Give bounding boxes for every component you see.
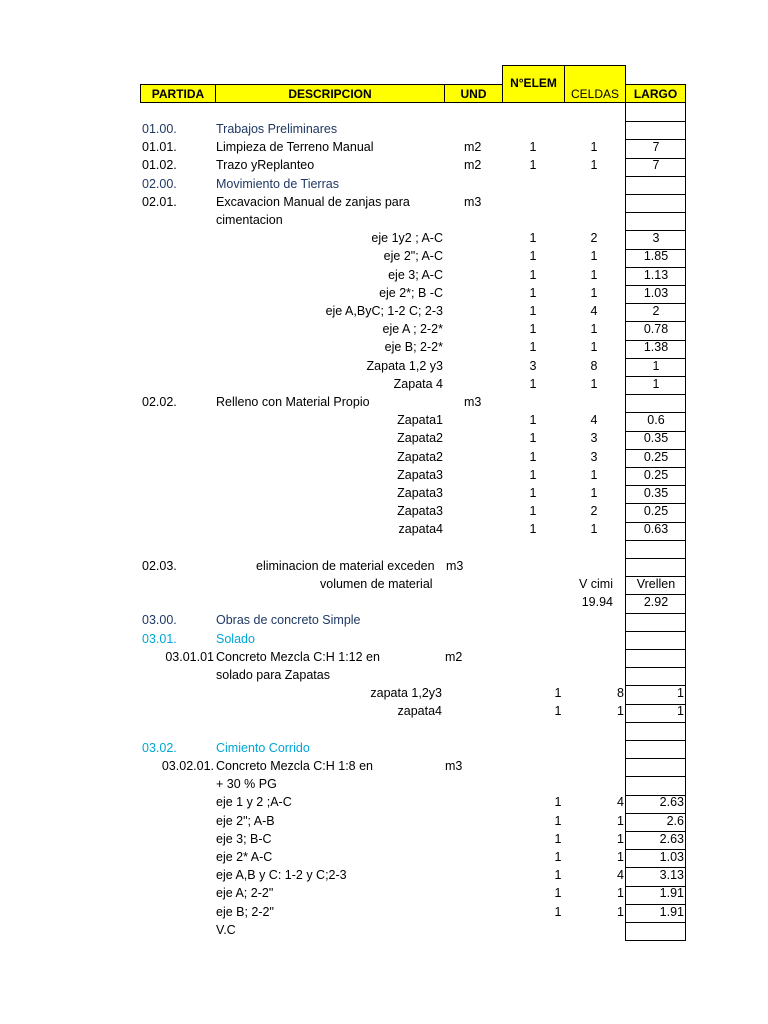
row-celdas: 4 xyxy=(590,304,598,318)
row-nelem: 3 xyxy=(529,358,537,373)
row-descripcion: eje A ; 2-2* xyxy=(382,322,443,337)
row-nelem: 1 xyxy=(529,522,537,537)
row-descripcion: Concreto Mezcla C:H 1:12 en xyxy=(216,649,380,664)
row-celdas: 2 xyxy=(590,231,598,246)
row-celdas: 1 xyxy=(617,850,624,864)
row-descripcion: eje A,ByC; 1-2 C; 2-3 xyxy=(325,304,443,318)
row-nelem: 1 xyxy=(529,504,537,519)
row-descripcion: eje A,B y C: 1-2 y C;2-3 xyxy=(216,868,347,883)
row-largo: 2 xyxy=(652,304,660,318)
row-nelem: 1 xyxy=(529,486,537,500)
row-partida: 01.00. xyxy=(142,122,177,136)
row-celdas: 4 xyxy=(590,413,598,428)
row-partida: 02.02. xyxy=(142,395,177,409)
header-celdas: CELDAS xyxy=(564,65,626,103)
row-und: m3 xyxy=(446,558,464,573)
row-nelem: 1 xyxy=(554,850,562,864)
header-partida: PARTIDA xyxy=(140,84,216,103)
row-nelem: 1 xyxy=(554,886,562,901)
row-largo: 1.85 xyxy=(643,249,669,264)
row-celdas: 1 xyxy=(590,140,598,155)
row-nelem: 1 xyxy=(529,322,537,337)
row-celdas: 1 xyxy=(590,322,598,337)
row-partida: 02.01. xyxy=(142,194,177,209)
largo-gridline xyxy=(625,614,686,632)
row-descripcion: eje A; 2-2" xyxy=(216,886,274,901)
row-largo: 1.03 xyxy=(659,850,684,864)
row-partida: 03.02.01. xyxy=(161,759,214,773)
row-nelem: 1 xyxy=(529,340,537,355)
row-descripcion: eje 2* A-C xyxy=(216,850,273,864)
row-nelem: 1 xyxy=(529,449,537,464)
row-partida: 03.01. xyxy=(142,631,177,646)
row-celdas: 8 xyxy=(617,686,624,701)
largo-gridline xyxy=(625,541,686,559)
row-nelem: 1 xyxy=(554,868,562,883)
row-celdas: 1 xyxy=(590,467,598,482)
row-descripcion: Zapata3 xyxy=(397,486,443,500)
row-largo: 7 xyxy=(652,140,660,155)
row-und: m2 xyxy=(464,158,482,173)
row-descripcion: eje 1y2 ; A-C xyxy=(371,231,443,246)
row-largo: 0.25 xyxy=(643,504,669,519)
row-und: m2 xyxy=(445,649,463,664)
row-descripcion: eje 1 y 2 ;A-C xyxy=(216,795,292,810)
row-descripcion: Obras de concreto Simple xyxy=(216,613,361,628)
row-nelem: 1 xyxy=(529,285,537,300)
row-partida: 03.00. xyxy=(142,613,177,628)
row-descripcion: Zapata2 xyxy=(397,449,443,464)
row-largo: 1 xyxy=(677,686,684,701)
largo-gridline xyxy=(625,104,686,122)
row-celdas: V cimi xyxy=(578,577,613,591)
row-largo: 1 xyxy=(677,704,684,719)
row-largo: 0.35 xyxy=(643,431,669,446)
row-celdas: 19.94 xyxy=(581,595,613,610)
row-descripcion: volumen de material xyxy=(320,577,433,591)
row-descripcion: Cimiento Corrido xyxy=(216,740,310,755)
row-partida: 02.03. xyxy=(142,558,177,573)
row-und: m3 xyxy=(464,194,482,209)
row-descripcion: eje 3; A-C xyxy=(388,267,443,282)
row-descripcion: Zapata3 xyxy=(397,467,443,482)
row-celdas: 8 xyxy=(590,358,598,373)
largo-gridline xyxy=(625,741,686,759)
row-largo: 1.91 xyxy=(659,886,684,901)
header-und: UND xyxy=(444,84,503,103)
row-descripcion: eje 3; B-C xyxy=(216,831,272,846)
row-descripcion: Limpieza de Terreno Manual xyxy=(216,140,374,155)
row-nelem: 1 xyxy=(554,831,562,846)
row-largo: 1 xyxy=(652,358,660,373)
row-descripcion: zapata4 xyxy=(398,522,443,537)
row-descripcion: + 30 % PG xyxy=(216,777,277,792)
row-nelem: 1 xyxy=(529,249,537,264)
row-descripcion: eje 2"; A-C xyxy=(383,249,443,264)
row-largo: 1.13 xyxy=(643,267,669,282)
row-descripcion: Zapata2 xyxy=(397,431,443,446)
row-largo: 2.92 xyxy=(643,595,669,610)
row-largo: 0.35 xyxy=(643,486,669,500)
row-descripcion: Excavacion Manual de zanjas para xyxy=(216,194,410,209)
row-und: m3 xyxy=(445,759,463,773)
row-celdas: 3 xyxy=(590,449,598,464)
row-celdas: 1 xyxy=(617,886,624,901)
header-descripcion: DESCRIPCION xyxy=(215,84,445,103)
largo-gridline xyxy=(625,650,686,668)
row-und: m2 xyxy=(464,140,482,155)
row-partida: 01.01. xyxy=(142,140,177,155)
row-nelem: 1 xyxy=(529,413,537,428)
row-celdas: 1 xyxy=(617,704,624,719)
row-descripcion: eliminacion de material exceden xyxy=(256,558,435,573)
row-descripcion: Trazo yReplanteo xyxy=(216,158,315,173)
row-nelem: 1 xyxy=(529,376,537,391)
row-nelem: 1 xyxy=(554,813,562,828)
row-descripcion: zapata 1,2y3 xyxy=(370,686,442,701)
row-nelem: 1 xyxy=(529,231,537,246)
row-nelem: 1 xyxy=(554,904,562,919)
largo-gridline xyxy=(625,723,686,741)
row-largo: 0.25 xyxy=(643,449,669,464)
row-celdas: 1 xyxy=(590,376,598,391)
row-descripcion: Movimiento de Tierras xyxy=(216,176,339,191)
row-nelem: 1 xyxy=(529,158,537,173)
row-celdas: 1 xyxy=(590,158,598,173)
row-nelem: 1 xyxy=(529,304,537,318)
row-descripcion: Trabajos Preliminares xyxy=(216,122,338,136)
row-descripcion: cimentacion xyxy=(216,213,283,227)
row-celdas: 2 xyxy=(590,504,598,519)
largo-gridline xyxy=(625,195,686,213)
row-descripcion: Zapata1 xyxy=(397,413,443,428)
row-celdas: 4 xyxy=(617,795,624,810)
header-largo: LARGO xyxy=(625,84,686,103)
row-largo: 3 xyxy=(652,231,660,246)
row-und: m3 xyxy=(464,395,482,409)
row-largo: 0.63 xyxy=(643,522,669,537)
row-largo: 0.6 xyxy=(647,413,665,428)
row-largo: 1 xyxy=(652,376,660,391)
row-celdas: 1 xyxy=(617,813,624,828)
row-descripcion: eje 2*; B -C xyxy=(379,285,443,300)
largo-gridline xyxy=(625,177,686,195)
row-largo: 2.6 xyxy=(666,813,684,828)
row-celdas: 1 xyxy=(590,267,598,282)
row-descripcion: Relleno con Material Propio xyxy=(216,395,370,409)
row-descripcion: V.C xyxy=(216,922,236,937)
row-nelem: 1 xyxy=(554,686,562,701)
row-celdas: 4 xyxy=(617,868,624,883)
row-largo: 1.38 xyxy=(643,340,669,355)
row-largo: Vrellen xyxy=(636,577,676,591)
largo-gridline xyxy=(625,632,686,650)
row-descripcion: Zapata 1,2 y3 xyxy=(366,358,443,373)
row-descripcion: eje 2"; A-B xyxy=(216,813,275,828)
row-nelem: 1 xyxy=(529,267,537,282)
row-nelem: 1 xyxy=(554,704,562,719)
row-celdas: 1 xyxy=(617,904,624,919)
row-partida: 03.01.01 xyxy=(165,649,214,664)
row-largo: 7 xyxy=(652,158,660,173)
row-partida: 01.02. xyxy=(142,158,177,173)
row-nelem: 1 xyxy=(529,140,537,155)
row-descripcion: eje B; 2-2* xyxy=(384,340,443,355)
row-descripcion: solado para Zapatas xyxy=(216,668,330,682)
row-largo: 2.63 xyxy=(659,795,684,810)
row-celdas: 1 xyxy=(590,249,598,264)
row-largo: 1.91 xyxy=(659,904,684,919)
row-descripcion: Solado xyxy=(216,631,255,646)
row-partida: 03.02. xyxy=(142,740,177,755)
row-largo: 3.13 xyxy=(659,868,684,883)
row-descripcion: zapata4 xyxy=(397,704,442,719)
row-largo: 0.78 xyxy=(643,322,669,337)
row-descripcion: eje B; 2-2" xyxy=(216,904,274,919)
row-celdas: 3 xyxy=(590,431,598,446)
row-celdas: 1 xyxy=(617,831,624,846)
row-nelem: 1 xyxy=(529,467,537,482)
row-partida: 02.00. xyxy=(142,176,177,191)
row-nelem: 1 xyxy=(529,431,537,446)
row-celdas: 1 xyxy=(590,486,598,500)
largo-gridline xyxy=(625,759,686,777)
row-largo: 0.25 xyxy=(643,467,669,482)
row-descripcion: Zapata3 xyxy=(397,504,443,519)
row-celdas: 1 xyxy=(590,340,598,355)
row-descripcion: Concreto Mezcla C:H 1:8 en xyxy=(216,759,374,773)
row-largo: 1.03 xyxy=(643,285,669,300)
row-descripcion: Zapata 4 xyxy=(393,376,443,391)
row-celdas: 1 xyxy=(590,522,598,537)
row-nelem: 1 xyxy=(554,795,562,810)
row-celdas: 1 xyxy=(590,285,598,300)
header-nelem: N°ELEM xyxy=(502,65,565,103)
largo-gridline xyxy=(625,923,686,941)
row-largo: 2.63 xyxy=(659,831,684,846)
